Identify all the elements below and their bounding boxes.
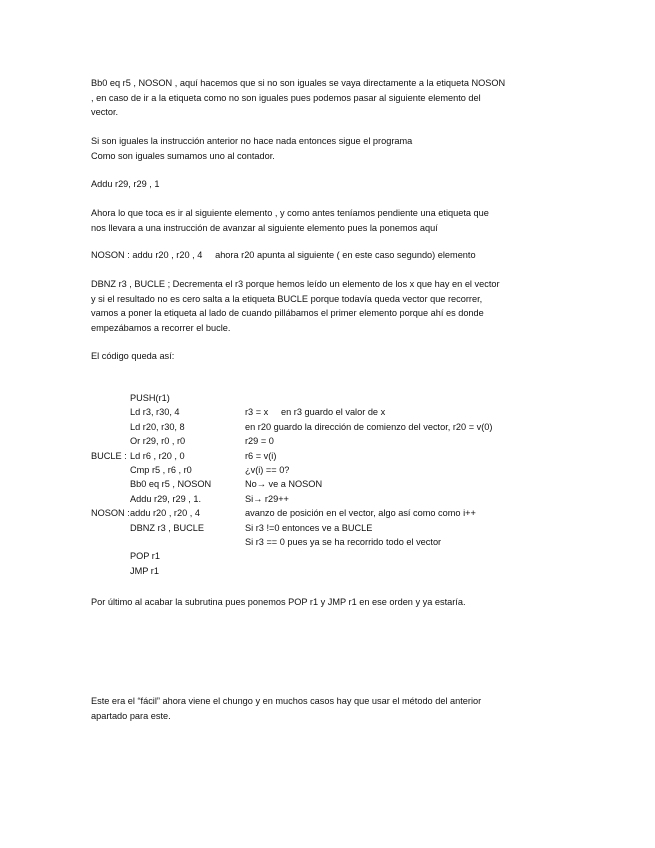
paragraph-next-exercise (91, 694, 571, 723)
text-line: y si el resultado no es cero salta a la etiqueta BUCLE porque todavía queda vector que recorrer, (91, 293, 483, 304)
text-line: Bb0 eq r5 , NOSON , aquí hacemos que si no son iguales se vaya directamente a la etiqueta NOSON (91, 78, 506, 88)
text-line: Addu r29, r29 , 1 (91, 179, 160, 189)
text-line: Ahora lo que toca es ir al siguiente elemento , y como antes teníamos pendiente una etiqueta que (91, 208, 489, 218)
code-instruction: Ld r6 , r20 , 0 (130, 450, 185, 461)
code-comment: r3 = x en r3 guardo el valor de x (245, 407, 386, 418)
code-row (91, 549, 571, 563)
text-line: Como son iguales sumamos uno al contador. (91, 150, 275, 161)
code-comment: r29 = 0 (245, 436, 274, 447)
code-label: NOSON : (91, 508, 130, 519)
text-line: DBNZ r3 , BUCLE ; Decrementa el r3 porque hemos leído un elemento de los x que hay en el vector (91, 279, 500, 289)
code-row (91, 463, 571, 477)
code-row (91, 391, 571, 405)
code-comment: ¿v(i) == 0? (245, 464, 290, 475)
code-instruction: JMP r1 (130, 565, 159, 576)
code-row (91, 420, 571, 434)
paragraph-equal-case (91, 134, 571, 163)
paragraph-code-intro (91, 349, 571, 364)
code-label: BUCLE : (91, 450, 127, 461)
text-line: NOSON : addu r20 , r20 , 4 ahora r20 apunta al siguiente ( en este caso segundo) elemento (91, 250, 476, 260)
text-line: vamos a poner la etiqueta al lado de cuando pillábamos el primer elemento porque ahí es donde (91, 308, 484, 318)
code-instruction: Bb0 eq r5 , NOSON (130, 479, 212, 490)
text-line: apartado para este. (91, 710, 171, 721)
code-instruction: PUSH(r1) (130, 393, 170, 403)
code-comment: avanzo de posición en el vector, algo así como como i++ (245, 508, 476, 519)
code-instruction: Cmp r5 , r6 , r0 (130, 464, 192, 475)
text-line: vector. (91, 107, 119, 117)
code-comment: en r20 guardo la dirección de comienzo del vector, r20 = v(0) (245, 421, 493, 432)
code-instruction: Or r29, r0 , r0 (130, 436, 186, 447)
code-row (91, 506, 571, 520)
code-instruction: POP r1 (130, 551, 160, 562)
code-listing (91, 391, 571, 578)
code-row (91, 535, 571, 549)
code-comment: Si→ r29++ (245, 493, 289, 504)
paragraph-noson-label (91, 248, 571, 263)
code-row (91, 492, 571, 506)
code-instruction: DBNZ r3 , BUCLE (130, 522, 205, 533)
code-instruction: Ld r20, r30, 8 (130, 421, 185, 432)
code-row (91, 434, 571, 448)
text-line: empezábamos a recorrer el bucle. (91, 322, 231, 333)
paragraph-bb0-explanation (91, 76, 571, 120)
code-row (91, 477, 571, 491)
code-comment: r6 = v(i) (245, 450, 277, 461)
text-line: Si son iguales la instrucción anterior no hace nada entonces sigue el programa (91, 136, 413, 146)
code-instruction: Ld r3, r30, 4 (130, 407, 180, 418)
code-comment: No→ ve a NOSON (245, 479, 323, 490)
text-line: , en caso de ir a la etiqueta como no son iguales pues podemos pasar al siguiente elemento del (91, 92, 481, 103)
code-row (91, 521, 571, 535)
code-row (91, 405, 571, 419)
paragraph-conclusion (91, 595, 571, 610)
text-line: nos llevara a una instrucción de avanzar al siguiente elemento pues la ponemos aquí (91, 222, 438, 233)
paragraph-dbnz-explanation (91, 277, 571, 335)
code-comment: Si r3 !=0 entonces ve a BUCLE (245, 522, 373, 533)
code-instruction: addu r20 , r20 , 4 (130, 508, 200, 519)
paragraph-addu-instruction (91, 177, 571, 192)
code-comment: Si r3 == 0 pues ya se ha recorrido todo el vector (245, 536, 442, 547)
code-instruction: Addu r29, r29 , 1. (130, 493, 201, 504)
text-line: Por último al acabar la subrutina pues ponemos POP r1 y JMP r1 en ese orden y ya estaría. (91, 597, 466, 607)
paragraph-next-element (91, 206, 571, 235)
code-row (91, 564, 571, 578)
text-line: El código queda así: (91, 351, 175, 361)
text-line: Este era el “fácil” ahora viene el chungo y en muchos casos hay que usar el método del anterior (91, 696, 482, 706)
code-row (91, 449, 571, 463)
